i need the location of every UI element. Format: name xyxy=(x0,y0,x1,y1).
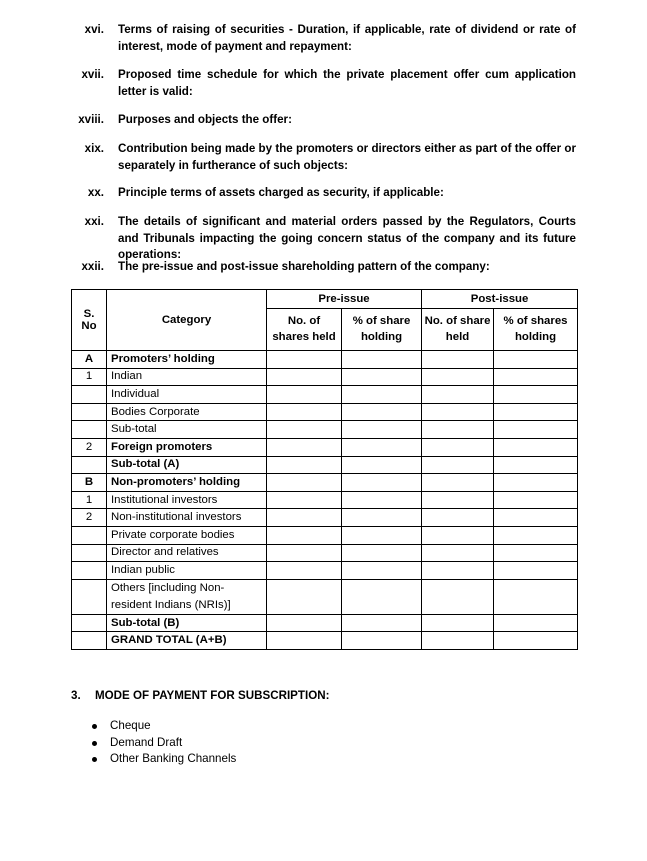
clause-text: The details of significant and material orders passed by the Regulators, Courts and Tribunals impacting the going concern status of the company and its future operations: xyxy=(118,215,576,261)
table-row xyxy=(72,438,578,456)
row-sno xyxy=(72,562,107,580)
row-sno xyxy=(72,544,107,562)
row-sno: 1 xyxy=(72,491,107,509)
cell-post-shares xyxy=(422,351,494,369)
cell-pre-pct xyxy=(342,579,422,614)
row-category: Sub-total (B) xyxy=(107,614,267,632)
row-sno xyxy=(72,614,107,632)
table-row xyxy=(72,421,578,439)
cell-pre-shares xyxy=(267,562,342,580)
row-category: Bodies Corporate xyxy=(107,403,267,421)
cell-pre-pct xyxy=(342,491,422,509)
cell-post-shares xyxy=(422,368,494,386)
table-row xyxy=(72,491,578,509)
table-row xyxy=(72,403,578,421)
cell-pre-pct xyxy=(342,456,422,474)
cell-post-pct xyxy=(494,474,578,492)
table-row xyxy=(72,526,578,544)
cell-post-pct xyxy=(494,632,578,650)
cell-post-shares xyxy=(422,403,494,421)
table-row xyxy=(72,351,578,369)
header-pre-issue: Pre-issue xyxy=(267,290,422,309)
cell-post-pct xyxy=(494,562,578,580)
cell-pre-shares xyxy=(267,403,342,421)
clause-number: xix. xyxy=(84,142,104,155)
row-category: Indian public xyxy=(107,562,267,580)
cell-post-pct xyxy=(494,579,578,614)
row-category: Institutional investors xyxy=(107,491,267,509)
table-row xyxy=(72,614,578,632)
cell-pre-shares xyxy=(267,509,342,527)
cell-post-shares xyxy=(422,438,494,456)
clause-number: xviii. xyxy=(78,113,104,126)
row-category: Sub-total (A) xyxy=(107,456,267,474)
cell-post-pct xyxy=(494,403,578,421)
header-sno: S. No xyxy=(72,290,107,351)
cell-pre-pct xyxy=(342,562,422,580)
list-item xyxy=(88,718,236,735)
clause-number: xxi. xyxy=(84,215,104,228)
row-sno xyxy=(72,526,107,544)
cell-post-pct xyxy=(494,544,578,562)
table-row xyxy=(72,474,578,492)
cell-pre-shares xyxy=(267,526,342,544)
header-pre-shares: No. of shares held xyxy=(267,309,342,351)
row-category: Others [including Non-resident Indians (NRIs)] xyxy=(107,579,267,614)
row-category: Promoters’ holding xyxy=(107,351,267,369)
cell-pre-pct xyxy=(342,474,422,492)
cell-post-pct xyxy=(494,386,578,404)
cell-post-pct xyxy=(494,456,578,474)
cell-pre-pct xyxy=(342,438,422,456)
cell-post-pct xyxy=(494,526,578,544)
payment-mode-list xyxy=(88,718,236,768)
list-item-label: Demand Draft xyxy=(110,735,183,749)
row-category: Sub-total xyxy=(107,421,267,439)
cell-post-shares xyxy=(422,386,494,404)
cell-post-shares xyxy=(422,421,494,439)
cell-post-pct xyxy=(494,491,578,509)
row-sno xyxy=(72,386,107,404)
row-sno xyxy=(72,579,107,614)
row-sno xyxy=(72,456,107,474)
list-item-label: Cheque xyxy=(110,719,151,732)
clause-text: Proposed time schedule for which the private placement offer cum application letter is valid: xyxy=(118,68,576,98)
header-post-shares: No. of share held xyxy=(422,309,494,351)
row-category: Non-institutional investors xyxy=(107,509,267,527)
cell-pre-pct xyxy=(342,509,422,527)
row-sno: 2 xyxy=(72,509,107,527)
cell-pre-shares xyxy=(267,456,342,474)
table-row xyxy=(72,368,578,386)
row-sno: 2 xyxy=(72,438,107,456)
row-category: Foreign promoters xyxy=(107,438,267,456)
clause-text: The pre-issue and post-issue shareholding pattern of the company: xyxy=(118,260,490,273)
cell-pre-shares xyxy=(267,351,342,369)
cell-post-pct xyxy=(494,368,578,386)
bullet-icon xyxy=(92,724,97,729)
clause-number: xxii. xyxy=(81,260,104,273)
clause-number: xvi. xyxy=(84,23,104,36)
cell-post-shares xyxy=(422,474,494,492)
row-sno xyxy=(72,421,107,439)
cell-pre-pct xyxy=(342,632,422,650)
cell-post-shares xyxy=(422,562,494,580)
row-category: Director and relatives xyxy=(107,544,267,562)
table-row xyxy=(72,579,578,614)
cell-pre-shares xyxy=(267,386,342,404)
cell-pre-shares xyxy=(267,614,342,632)
cell-post-shares xyxy=(422,614,494,632)
section-title: MODE OF PAYMENT FOR SUBSCRIPTION: xyxy=(95,689,330,702)
clause-text: Terms of raising of securities - Duration, if applicable, rate of dividend or rate of interest, mode of payment and repayment: xyxy=(118,23,576,53)
section-number: 3. xyxy=(71,689,81,702)
row-sno: B xyxy=(72,474,107,492)
cell-post-shares xyxy=(422,456,494,474)
clause-number: xx. xyxy=(87,186,104,199)
cell-pre-pct xyxy=(342,351,422,369)
header-pre-pct: % of share holding xyxy=(342,309,422,351)
bullet-icon xyxy=(92,757,97,762)
row-category: Non-promoters’ holding xyxy=(107,474,267,492)
cell-pre-shares xyxy=(267,421,342,439)
table-row xyxy=(72,544,578,562)
cell-pre-pct xyxy=(342,614,422,632)
cell-pre-pct xyxy=(342,544,422,562)
header-category: Category xyxy=(107,290,267,351)
cell-post-pct xyxy=(494,351,578,369)
row-category: Individual xyxy=(107,386,267,404)
cell-pre-pct xyxy=(342,526,422,544)
header-post-pct: % of shares holding xyxy=(494,309,578,351)
table-row xyxy=(72,562,578,580)
cell-post-shares xyxy=(422,544,494,562)
row-sno: A xyxy=(72,351,107,369)
cell-pre-shares xyxy=(267,368,342,386)
list-item xyxy=(88,751,236,768)
cell-pre-shares xyxy=(267,438,342,456)
cell-post-shares xyxy=(422,632,494,650)
cell-post-pct xyxy=(494,421,578,439)
cell-pre-pct xyxy=(342,386,422,404)
header-post-issue: Post-issue xyxy=(422,290,578,309)
row-sno: 1 xyxy=(72,368,107,386)
cell-post-shares xyxy=(422,509,494,527)
cell-pre-shares xyxy=(267,474,342,492)
cell-pre-pct xyxy=(342,421,422,439)
cell-pre-pct xyxy=(342,403,422,421)
row-sno xyxy=(72,403,107,421)
section-3-heading xyxy=(71,689,329,702)
list-item-label: Other Banking Channels xyxy=(110,752,237,765)
cell-post-shares xyxy=(422,526,494,544)
row-category: Indian xyxy=(107,368,267,386)
cell-pre-shares xyxy=(267,632,342,650)
shareholding-table xyxy=(71,289,578,650)
table-row xyxy=(72,386,578,404)
clause-text: Principle terms of assets charged as security, if applicable: xyxy=(118,186,444,199)
cell-pre-pct xyxy=(342,368,422,386)
row-sno xyxy=(72,632,107,650)
table-row xyxy=(72,456,578,474)
cell-post-pct xyxy=(494,509,578,527)
table-header-row xyxy=(72,290,578,309)
cell-post-shares xyxy=(422,491,494,509)
clause-number: xvii. xyxy=(81,68,104,81)
row-category: GRAND TOTAL (A+B) xyxy=(107,632,267,650)
cell-post-pct xyxy=(494,438,578,456)
table-row xyxy=(72,632,578,650)
row-category: Private corporate bodies xyxy=(107,526,267,544)
cell-pre-shares xyxy=(267,544,342,562)
cell-pre-shares xyxy=(267,579,342,614)
list-item xyxy=(88,735,236,752)
table-row xyxy=(72,509,578,527)
bullet-icon xyxy=(92,741,97,746)
clause-text: Purposes and objects the offer: xyxy=(118,113,292,126)
cell-pre-shares xyxy=(267,491,342,509)
clause-text: Contribution being made by the promoters or directors either as part of the offer or separately in furtherance of such objects: xyxy=(118,142,576,172)
cell-post-shares xyxy=(422,579,494,614)
cell-post-pct xyxy=(494,614,578,632)
